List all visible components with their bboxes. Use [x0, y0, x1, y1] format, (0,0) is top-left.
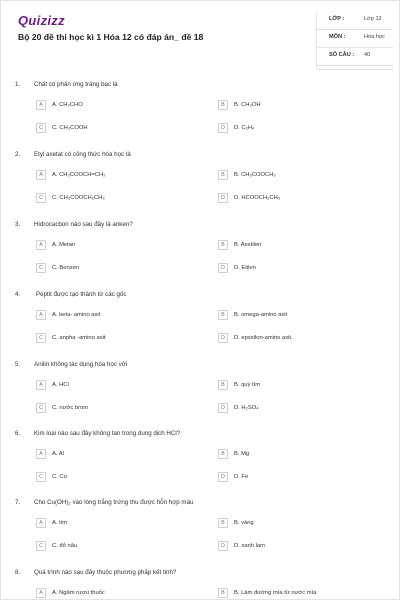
meta-label: LỚP : — [329, 16, 345, 22]
option-d[interactable] — [218, 263, 256, 273]
question-text: Anilin không tác dụng hóa học với — [34, 361, 128, 368]
option-letter-box: B — [218, 518, 228, 528]
option-letter-box: C — [36, 193, 46, 203]
meta-row-class — [317, 12, 393, 30]
meta-row-count — [317, 48, 393, 66]
option-text: A. tím — [52, 520, 68, 526]
question-text: Cho Cu(OH)₂ vào lòng trắng trứng thu được hỗn hợp màu — [34, 499, 194, 506]
option-b[interactable] — [218, 518, 254, 528]
option-letter-box: B — [218, 170, 228, 180]
option-text: D. epsxilon-amino axit. — [234, 335, 293, 341]
option-c[interactable] — [36, 472, 67, 482]
question-number: 1. — [15, 81, 21, 88]
question-text: Peptit được tạo thành từ các gốc — [36, 291, 127, 298]
option-text: A. CH₃COOCH=CH₂ — [52, 172, 106, 178]
question-text: Chất có phản ứng tráng bạc là — [34, 81, 118, 88]
option-d[interactable] — [218, 472, 248, 482]
option-text: C. đỏ nâu — [52, 543, 78, 549]
option-a[interactable] — [36, 100, 83, 110]
option-text: C. CH₃COOH — [52, 125, 88, 131]
option-letter-box: A — [36, 170, 46, 180]
option-text: A. Al — [52, 451, 64, 457]
option-letter-box: C — [36, 333, 46, 343]
option-letter-box: B — [218, 310, 228, 320]
option-c[interactable] — [36, 333, 106, 343]
document-header — [1, 1, 399, 75]
option-b[interactable] — [218, 380, 260, 390]
option-letter-box: A — [36, 100, 46, 110]
option-letter-box: A — [36, 310, 46, 320]
question-text: Kim loại nào sau đây không tan trong dung dịch HCl? — [34, 430, 181, 437]
option-text: D. C₂H₄ — [234, 125, 255, 131]
option-text: B. Mg — [234, 451, 250, 457]
option-letter-box: B — [218, 588, 228, 598]
option-d[interactable] — [218, 193, 280, 203]
option-letter-box: B — [218, 380, 228, 390]
question-text: Etyl axetat có công thức hóa học là — [34, 151, 131, 158]
question-number: 5. — [15, 361, 21, 368]
option-a[interactable] — [36, 518, 67, 528]
question-number: 3. — [15, 221, 21, 228]
option-text: C. anpha -amino axit — [52, 335, 106, 341]
meta-value: 40 — [364, 52, 371, 58]
option-letter-box: A — [36, 449, 46, 459]
option-b[interactable] — [218, 240, 261, 250]
option-text: B. quỳ tím — [234, 382, 261, 388]
question-number: 7. — [15, 499, 21, 506]
option-text: B. Làm đường mía từ nước mía — [234, 590, 317, 596]
quizizz-logo: Quizizz — [18, 13, 65, 28]
option-a[interactable] — [36, 380, 69, 390]
option-text: A. CH₃CHO — [52, 102, 83, 108]
option-letter-box: C — [36, 472, 46, 482]
option-letter-box: A — [36, 588, 46, 598]
option-letter-box: B — [218, 100, 228, 110]
question-text: Quá trình nào sau đây thuộc phương pháp kết tinh? — [34, 569, 177, 576]
question-number: 8. — [15, 569, 21, 576]
option-d[interactable] — [218, 123, 254, 133]
option-c[interactable] — [36, 123, 88, 133]
option-text: B. CH₃COOCH₃ — [234, 172, 276, 178]
option-text: A. beta- amino axit — [52, 312, 101, 318]
option-b[interactable] — [218, 100, 261, 110]
question-number: 4. — [15, 291, 21, 298]
option-letter-box: C — [36, 541, 46, 551]
option-letter-box: A — [36, 380, 46, 390]
question-number: 2. — [15, 151, 21, 158]
option-b[interactable] — [218, 449, 249, 459]
option-letter-box: C — [36, 263, 46, 273]
option-text: D. Etilen — [234, 265, 256, 271]
option-letter-box: D — [218, 403, 228, 413]
option-text: B. vàng — [234, 520, 254, 526]
option-letter-box: D — [218, 472, 228, 482]
meta-label: SỐ CÂU : — [329, 52, 355, 58]
option-a[interactable] — [36, 588, 105, 598]
meta-value: Lớp 12 — [364, 16, 382, 22]
meta-value: Hóa học — [364, 34, 385, 40]
option-letter-box: B — [218, 449, 228, 459]
option-text: C. Benzen — [52, 265, 80, 271]
question-number: 6. — [15, 430, 21, 437]
option-d[interactable] — [218, 403, 259, 413]
option-c[interactable] — [36, 263, 79, 273]
option-a[interactable] — [36, 170, 105, 180]
option-letter-box: A — [36, 518, 46, 528]
option-c[interactable] — [36, 403, 88, 413]
option-a[interactable] — [36, 240, 75, 250]
option-text: C. CH₃COOCH₂CH₃ — [52, 195, 105, 201]
option-letter-box: D — [218, 123, 228, 133]
option-text: D. HCOOCH₂CH₃ — [234, 195, 281, 201]
document-title: Bộ 20 đề thi học kì 1 Hóa 12 có đáp án_ đề 18 — [18, 32, 204, 42]
option-letter-box: C — [36, 123, 46, 133]
option-d[interactable] — [218, 541, 265, 551]
option-b[interactable] — [218, 170, 276, 180]
option-b[interactable] — [218, 588, 316, 598]
option-text: B. Axetilen — [234, 242, 262, 248]
option-text: B. omega-amino axit — [234, 312, 288, 318]
option-text: D. xanh lam — [234, 543, 265, 549]
option-a[interactable] — [36, 449, 64, 459]
option-letter-box: D — [218, 333, 228, 343]
option-text: B. CH₃OH — [234, 102, 261, 108]
option-a[interactable] — [36, 310, 100, 320]
meta-row-subject — [317, 30, 393, 48]
option-text: A. HCl — [52, 382, 69, 388]
option-text: D. H₂SO₄ — [234, 405, 259, 411]
option-text: A. Metan — [52, 242, 76, 248]
option-text: A. Ngâm rượu thuốc — [52, 590, 105, 596]
option-letter-box: A — [36, 240, 46, 250]
meta-box — [316, 12, 393, 70]
option-b[interactable] — [218, 310, 287, 320]
option-letter-box: C — [36, 403, 46, 413]
option-letter-box: D — [218, 541, 228, 551]
question-text: Hidrocacbon nào sau đây là anken? — [34, 221, 133, 228]
option-text: C. nước brom — [52, 405, 89, 411]
option-letter-box: B — [218, 240, 228, 250]
option-letter-box: D — [218, 193, 228, 203]
option-letter-box: D — [218, 263, 228, 273]
option-text: D. Fe — [234, 474, 249, 480]
option-c[interactable] — [36, 541, 77, 551]
meta-label: MÔN : — [329, 34, 346, 40]
option-d[interactable] — [218, 333, 293, 343]
option-c[interactable] — [36, 193, 105, 203]
option-text: C. Cu — [52, 474, 67, 480]
